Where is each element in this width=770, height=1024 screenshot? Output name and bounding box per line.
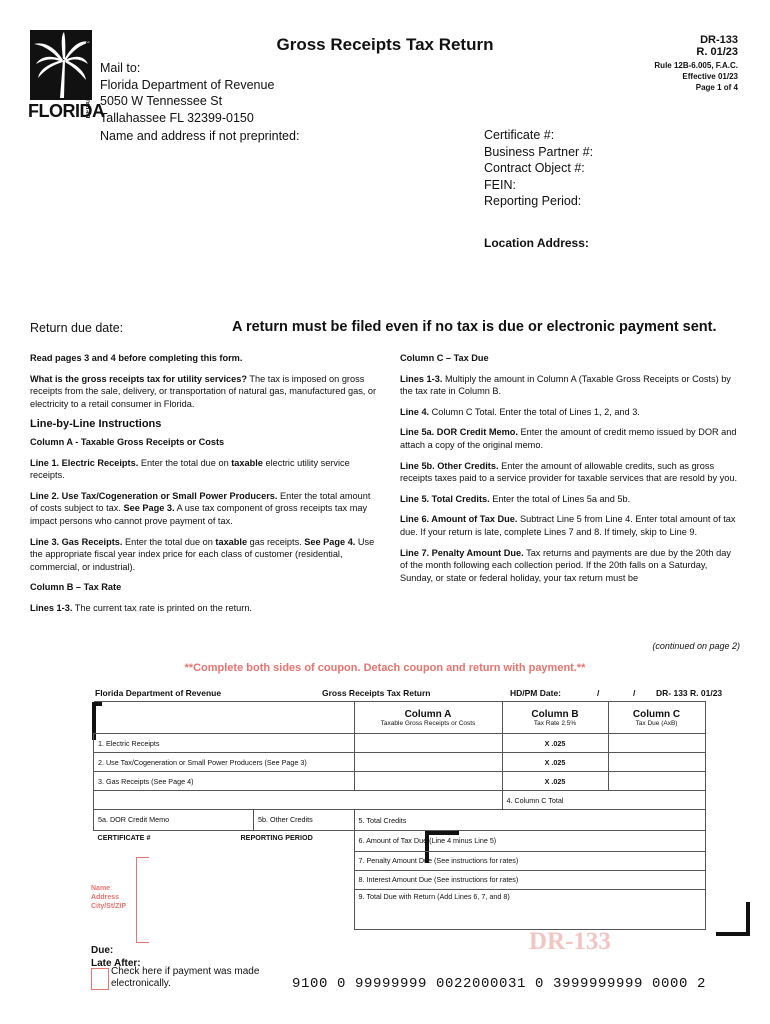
spacer-cell [94, 870, 355, 889]
electronic-payment-text: Check here if payment was made electronically. [111, 966, 260, 989]
line4-instruction: Line 4. Column C Total. Enter the total of Lines 1, 2, and 3. [400, 406, 640, 417]
column-a-title: Column A [404, 708, 452, 720]
instructions-right-column [400, 352, 740, 592]
line5-label: 5. Total Credits [358, 815, 407, 825]
instructions-left-column [30, 352, 378, 623]
form-title: Gross Receipts Tax Return [276, 35, 494, 54]
column-a-subtitle: Taxable Gross Receipts or Costs [380, 719, 476, 727]
city-label: City/St/ZIP [91, 903, 127, 910]
line3-col-a-input[interactable] [354, 772, 502, 791]
line1-instruction: Line 1. Electric Receipts. Enter the total due on taxable electric utility service receipts. [30, 457, 350, 481]
column-c-header [608, 702, 705, 734]
spacer-cell [94, 889, 355, 929]
certificate-number-label: CERTIFICATE # [97, 833, 151, 842]
form-revision: R. 01/23 [696, 46, 738, 58]
coupon-table [93, 701, 706, 930]
line2-col-a-input[interactable] [354, 753, 502, 772]
line5-instruction: Line 5. Total Credits. Enter the total of Lines 5a and 5b. [400, 493, 631, 504]
cert-period-cell [94, 831, 355, 852]
line4-label: 4. Column C Total [506, 795, 564, 805]
column-a-heading: Column A - Taxable Gross Receipts or Costs [30, 436, 225, 447]
line1-label: 1. Electric Receipts [94, 734, 355, 753]
date-slash-2: / [633, 688, 636, 698]
coupon-title: Gross Receipts Tax Return [322, 688, 431, 698]
line5a-instruction: Line 5a. DOR Credit Memo. Enter the amount of credit memo issued by DOR and attach a copy of the original memo. [400, 427, 737, 450]
coupon-instruction: **Complete both sides of coupon. Detach coupon and return with payment.** [184, 662, 586, 674]
rule-text: Rule 12B-6.005, F.A.C. [654, 61, 738, 70]
return-due-date-label: Return due date: [30, 321, 124, 335]
column-b-heading: Column B – Tax Rate [30, 582, 122, 593]
form-number: DR-133 [700, 34, 738, 46]
spacer-cell [94, 851, 355, 870]
scan-line: 9100 0 99999999 0022000031 0 3999999999 0000 2 [292, 976, 707, 992]
coupon-dept: Florida Department of Revenue [95, 688, 222, 698]
fein-label: FEIN: [484, 177, 516, 192]
late-after-label: Late After: [91, 958, 141, 969]
read-pages-note: Read pages 3 and 4 before completing this form. [30, 353, 243, 363]
mail-to-line2: 5050 W Tennessee St [100, 94, 223, 108]
line7-cell[interactable] [354, 851, 705, 870]
what-is-paragraph: What is the gross receipts tax for utility services? The tax is imposed on gross receipts from the sale, delivery, or transportation of natural gas, manufactured gas, or electricity to a retail consumer in Florida. [30, 373, 377, 409]
line2-rate: X .025 [502, 753, 608, 772]
reporting-period-label: Reporting Period: [484, 194, 582, 208]
column-b-subtitle: Tax Rate 2.5% [533, 719, 577, 727]
line2-instruction: Line 2. Use Tax/Cogeneration or Small Power Producers. Enter the total amount of costs subject to tax. See Page 3. A use tax component of gross receipts tax may impact persons who cannot prove payment of tax. [30, 490, 371, 526]
line7-label: 7. Penalty Amount Due (See instructions for rates) [358, 856, 519, 865]
line6-label: 6. Amount of Tax Due (Line 4 minus Line 5) [358, 836, 497, 846]
location-address-label: Location Address: [484, 236, 589, 250]
contract-object-label: Contract Object #: [484, 161, 585, 175]
line3-rate: X .025 [502, 772, 608, 791]
line4-cell[interactable] [502, 791, 705, 810]
business-partner-label: Business Partner #: [484, 144, 594, 159]
line3-col-c-input[interactable] [608, 772, 705, 791]
must-file-notice: A return must be filed even if no tax is due or electronic payment sent. [232, 319, 717, 335]
mail-to-line3: Tallahassee FL 32399-0150 [100, 110, 254, 125]
logo-florida-text: FLORIDA [28, 101, 105, 121]
name-address-box-labels [91, 884, 126, 911]
electronic-payment-checkbox[interactable] [91, 968, 109, 990]
line9-label: 9. Total Due with Return (Add Lines 6, 7, and 8) [358, 891, 510, 901]
column-b-header [502, 702, 608, 734]
column-a-header [354, 702, 502, 734]
logo-department-text: DEPARTMENT OF REVENUE [86, 30, 92, 119]
line9-cell[interactable] [354, 889, 705, 929]
line1-col-a-input[interactable] [354, 734, 502, 753]
reporting-period-coupon-label: REPORTING PERIOD [240, 833, 313, 842]
line5b-label[interactable]: 5b. Other Credits [258, 815, 313, 824]
line-by-line-heading: Line-by-Line Instructions [30, 418, 162, 431]
line7-instruction: Line 7. Penalty Amount Due. Tax returns and payments are due by the 20th day of the month following each collection period. If the 20th falls on a Saturday, Sunday, or state or federal holiday, your tax return must be [400, 547, 731, 583]
mail-to-block [100, 60, 274, 126]
corner-mark-bottom-right [716, 902, 750, 936]
line2-col-c-input[interactable] [608, 753, 705, 772]
line3-instruction: Line 3. Gas Receipts. Enter the total due on taxable gas receipts. See Page 4. Use the appropriate fiscal year index price for each class of customer (residential, commercial, or industrial). [30, 536, 375, 572]
line5a-label[interactable]: 5a. DOR Credit Memo [94, 810, 254, 830]
certificate-fields [484, 127, 593, 210]
name-address-label: Name and address if not preprinted: [100, 129, 300, 143]
column-c-heading: Column C – Tax Due [400, 353, 489, 363]
line2-label: 2. Use Tax/Cogeneration or Small Power Producers (See Page 3) [94, 753, 355, 772]
line6-cell[interactable] [354, 831, 705, 852]
column-b-title: Column B [531, 708, 579, 720]
effective-text: Effective 01/23 [682, 72, 738, 81]
name-label: Name [91, 885, 111, 892]
line5-credits-cell [94, 810, 355, 831]
mail-to-label: Mail to: [100, 61, 141, 75]
rule-block [654, 60, 738, 93]
form-id-block [696, 34, 738, 58]
line5-cell[interactable] [354, 810, 705, 831]
mail-to-line1: Florida Department of Revenue [100, 77, 275, 92]
column-c-title: Column C [632, 708, 681, 720]
column-c-subtitle: Tax Due (AxB) [635, 719, 678, 727]
line5b-instruction: Line 5b. Other Credits. Enter the amount of allowable credits, such as gross receipts taxes paid to a service provider for taxable services that are resold by you. [400, 460, 738, 484]
col-c-lines-instruction: Lines 1-3. Multiply the amount in Column A (Taxable Gross Receipts or Costs) by the tax rate in Column B. [400, 373, 731, 397]
coupon-name-cell [94, 702, 355, 734]
line4-blank [94, 791, 503, 810]
address-bracket [136, 857, 149, 943]
line6-instruction: Line 6. Amount of Tax Due. Subtract Line 5 from Line 4. Enter total amount of tax due. If your return is late, complete Lines 7 and 8. If timely, skip to Line 9. [400, 514, 736, 537]
line1-col-c-input[interactable] [608, 734, 705, 753]
hd-pm-date-label: HD/PM Date: [510, 688, 562, 698]
line1-rate: X .025 [502, 734, 608, 753]
line8-cell[interactable] [354, 870, 705, 889]
line8-label: 8. Interest Amount Due (See instructions for rates) [358, 875, 519, 884]
coupon-form-id: DR- 133 R. 01/23 [656, 688, 723, 698]
address-label: Address [91, 894, 120, 901]
date-slash-1: / [597, 688, 600, 698]
dr-133-watermark: DR-133 [529, 928, 611, 955]
line3-label: 3. Gas Receipts (See Page 4) [94, 772, 355, 791]
page-number: Page 1 of 4 [695, 83, 738, 92]
due-label: Due: [91, 945, 114, 956]
certificate-label: Certificate #: [484, 128, 555, 142]
continued-note: (continued on page 2) [652, 641, 740, 651]
col-b-lines-instruction: Lines 1-3. The current tax rate is printed on the return. [30, 602, 252, 613]
